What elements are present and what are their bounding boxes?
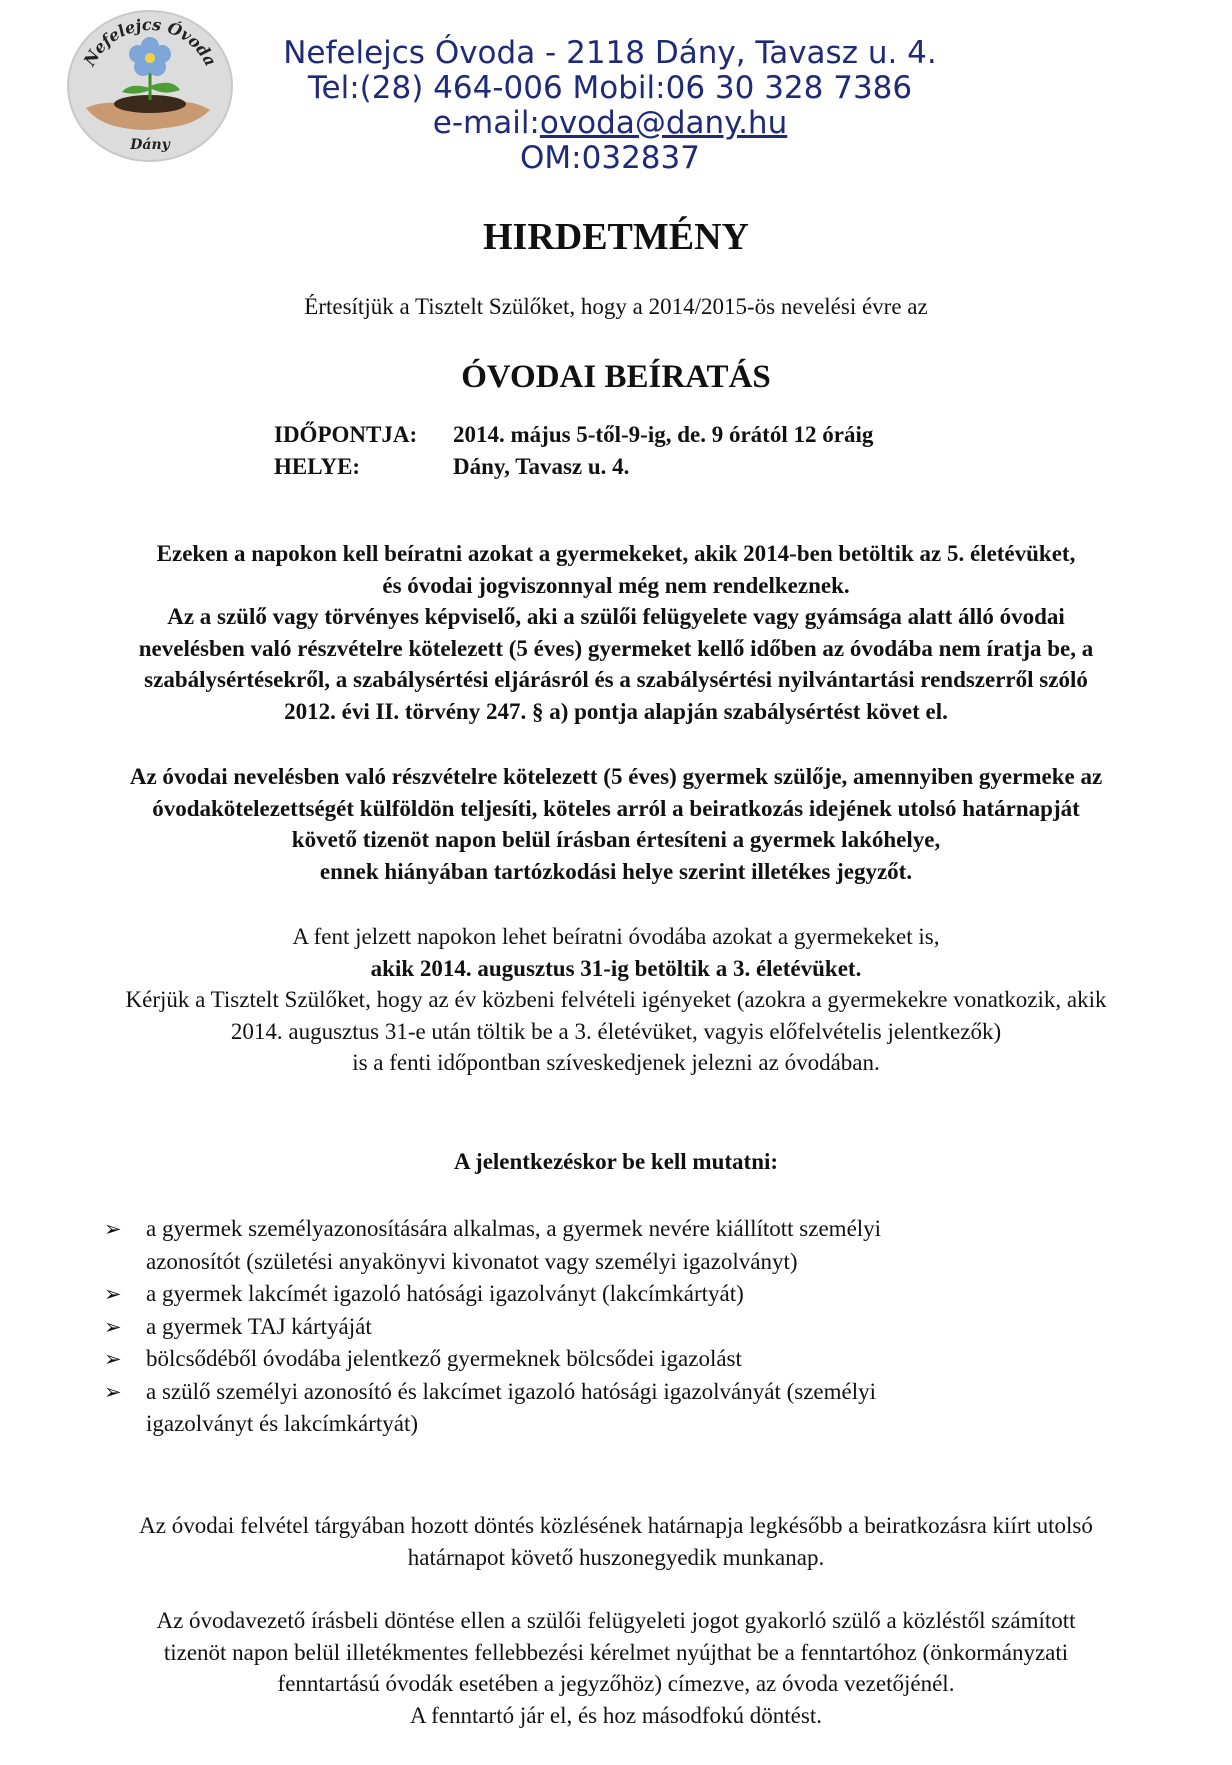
paragraph-line: Kérjük a Tisztelt Szülőket, hogy az év közbeni felvételi igényeket (azokra a gyermekekre vonatkozik, akik [125, 987, 1107, 1012]
paragraph-line: és óvodai jogviszonnyal még nem rendelkeznek. [382, 572, 850, 598]
page-title: HIRDETMÉNY [482, 216, 750, 258]
paragraph-line: fenntartású óvodák esetében a jegyzőhöz) címezve, az óvoda vezetőjénél. [277, 1671, 955, 1696]
logo-arc-text: Nefelejcs Óvoda [79, 14, 221, 70]
paragraph-line: A fenntartó jár el, és hoz másodfokú döntést. [410, 1702, 822, 1728]
requirements-title: A jelentkezéskor be kell mutatni: [453, 1149, 779, 1174]
subtitle: ÓVODAI BEÍRATÁS [461, 359, 771, 395]
list-item-text: bölcsődéből óvodába jelentkező gyermeknek bölcsődei igazolást [146, 1346, 742, 1371]
paragraph-line: is a fenti időpontban szíveskedjenek jelezni az óvodában. [352, 1050, 880, 1075]
younger-children-paragraph [0, 921, 1232, 1079]
list-item [104, 1278, 1104, 1311]
paragraph-line: szabálysértésekről, a szabálysértési eljárásról és a szabálysértési nyilvántartási rendszerről szóló [144, 667, 1088, 692]
email-link[interactable]: ovoda@dany.hu [539, 105, 788, 141]
paragraph-line: Az a szülő vagy törvényes képviselő, aki a szülői felügyelete vagy gyámsága alatt álló óvodai [167, 604, 1065, 629]
list-item-text: igazolványt és lakcímkártyát) [146, 1411, 419, 1436]
paragraph-line: tizenöt napon belül illetékmentes fellebbezési kérelmet nyújthat be a fenntartóhoz (önkormányzati [163, 1639, 1069, 1665]
list-item [104, 1213, 1104, 1278]
address-line: Nefelejcs Óvoda - 2118 Dány, Tavasz u. 4. [283, 35, 937, 71]
time-row [274, 419, 873, 451]
place-value: Dány, Tavasz u. 4. [453, 454, 630, 479]
arrow-bullet-icon: ➢ [104, 1282, 122, 1306]
paragraph-line: A fent jelzett napokon lehet beíratni óvodába azokat a gyermekeket is, [292, 924, 940, 949]
email-line [240, 106, 980, 141]
intro-text: Értesítjük a Tisztelt Szülőket, hogy a 2014/2015-ös nevelési évre az [304, 294, 928, 319]
appeal-paragraph [0, 1605, 1232, 1731]
logo-bottom-text: Dány [130, 137, 170, 153]
time-label: IDŐPONTJA: [274, 422, 418, 447]
list-item [104, 1343, 1104, 1376]
om-line: OM:032837 [520, 140, 700, 176]
time-place-block [274, 419, 873, 483]
paragraph-line: Ezeken a napokon kell beíratni azokat a gyermekeket, akik 2014-ben betöltik az 5. életévüket, [156, 541, 1076, 566]
paragraph-line: követő tizenöt napon belül írásban értesíteni a gyermek lakóhelye, [291, 827, 941, 852]
place-label: HELYE: [274, 454, 361, 479]
paragraph-line: 2012. évi II. törvény 247. § a) pontja alapján szabálysértést követ el. [284, 698, 948, 724]
paragraph-line: nevelésben való részvételre kötelezett (5 éves) gyermeket kellő időben az óvodába nem íratja be, a [138, 635, 1094, 661]
decision-deadline-paragraph [0, 1510, 1232, 1573]
list-item-text: azonosítót (születési anyakönyvi kivonatot vagy személyi igazolványt) [146, 1248, 798, 1274]
list-item-text: a gyermek személyazonosítására alkalmas, a gyermek nevére kiállított személyi [146, 1216, 882, 1241]
list-item-text: a gyermek lakcímét igazoló hatósági igazolványt (lakcímkártyát) [146, 1281, 744, 1306]
list-item-text: a szülő személyi azonosító és lakcímet igazoló hatósági igazolványát (személyi [146, 1378, 877, 1404]
enrollment-paragraph [0, 538, 1232, 727]
email-label: e-mail: [432, 105, 540, 141]
paragraph-line-bold: akik 2014. augusztus 31-ig betöltik a 3. életévüket. [370, 955, 862, 981]
arrow-bullet-icon: ➢ [104, 1217, 122, 1241]
paragraph-line: határnapot követő huszonegyedik munkanap. [407, 1544, 825, 1570]
time-value: 2014. május 5-től-9-ig, de. 9 órától 12 óráig [453, 422, 874, 447]
paragraph-line: 2014. augusztus 31-e után töltik be a 3. életévüket, vagyis előfelvételis jelentkezők) [230, 1018, 1002, 1044]
contact-header [240, 36, 980, 176]
paragraph-line: ennek hiányában tartózkodási helye szerint illetékes jegyzőt. [319, 858, 913, 884]
kindergarten-logo [64, 8, 236, 164]
list-item-text: a gyermek TAJ kártyáját [146, 1313, 372, 1339]
list-item [104, 1311, 1104, 1344]
paragraph-line: óvodakötelezettségét külföldön teljesíti, köteles arról a beiratkozás idejének utolsó határnapját [152, 795, 1080, 821]
abroad-paragraph [0, 761, 1232, 887]
arrow-bullet-icon: ➢ [104, 1314, 122, 1339]
arrow-bullet-icon: ➢ [104, 1379, 122, 1404]
list-item [104, 1376, 1104, 1441]
requirements-list [104, 1213, 1104, 1441]
place-row [274, 451, 873, 483]
paragraph-line: Az óvodavezető írásbeli döntése ellen a szülői felügyeleti jogot gyakorló szülő a közléstől számított [156, 1608, 1076, 1633]
paragraph-line: Az óvodai nevelésben való részvételre kötelezett (5 éves) gyermek szülője, amennyiben gyermeke az [129, 764, 1103, 789]
paragraph-line: Az óvodai felvétel tárgyában hozott döntés közlésének határnapja legkésőbb a beiratkozásra kiírt utolsó [139, 1513, 1093, 1538]
phone-line: Tel:(28) 464-006 Mobil:06 30 328 7386 [307, 70, 913, 106]
arrow-bullet-icon: ➢ [104, 1347, 122, 1371]
